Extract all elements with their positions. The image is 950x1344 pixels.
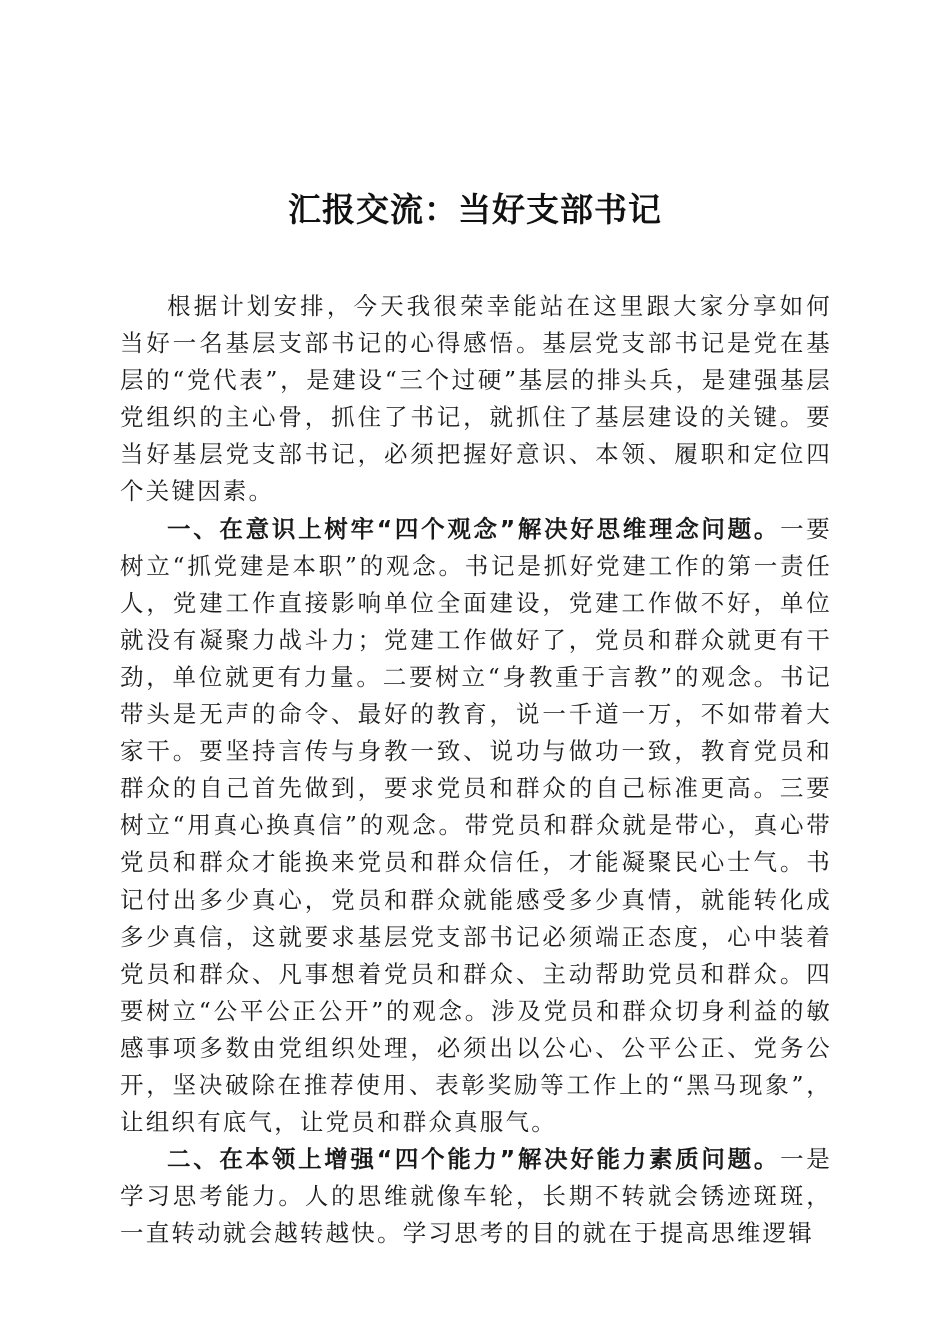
- section-heading: 一、在意识上树牢“四个观念”解决好思维理念问题。: [167, 514, 781, 543]
- document-body: [120, 288, 832, 1252]
- paragraph-intro: [120, 288, 832, 511]
- paragraph-section-1: [120, 511, 832, 1142]
- paragraph-section-2: [120, 1141, 832, 1252]
- document-title: 汇报交流：当好支部书记: [288, 190, 662, 229]
- paragraph-text: 一要树立“抓党建是本职”的观念。书记是抓好党建工作的第一责任人，党建工作直接影响单位全面建设，党建工作做不好，单位就没有凝聚力战斗力；党建工作做好了，党员和群众就更有干劲，单位就更有力量。二要树立“身教重于言教”的观念。书记带头是无声的命令、最好的教育，说一千道一万，不如带着大家干。要坚持言传与身教一致、说功与做功一致，教育党员和群众的自己首先做到，要求党员和群众的自己标准更高。三要树立“用真心换真信”的观念。带党员和群众就是带心，真心带党员和群众才能换来党员和群众信任，才能凝聚民心士气。书记付出多少真心，党员和群众就能感受多少真情，就能转化成多少真信，这就要求基层党支部书记必须端正态度，心中装着党员和群众、凡事想着党员和群众、主动帮助党员和群众。四要树立“公平公正公开”的观念。涉及党员和群众切身利益的敏感事项多数由党组织处理，必须出以公心、公平公正、党务公开，坚决破除在推荐使用、表彰奖励等工作上的“黑马现象”，让组织有底气，让党员和群众真服气。: [120, 514, 832, 1137]
- section-heading: 二、在本领上增强“四个能力”解决好能力素质问题。: [167, 1145, 781, 1174]
- paragraph-text: 根据计划安排，今天我很荣幸能站在这里跟大家分享如何当好一名基层支部书记的心得感悟。基层党支部书记是党在基层的“党代表”，是建设“三个过硬”基层的排头兵，是建强基层党组织的主心骨，抓住了书记，就抓住了基层建设的关键。要当好基层党支部书记，必须把握好意识、本领、履职和定位四个关键因素。: [120, 292, 832, 506]
- paragraph-text: 一是学习思考能力。人的思维就像车轮，长期不转就会锈迹斑斑，一直转动就会越转越快。学习思考的目的就在于提高思维逻辑: [120, 1145, 832, 1248]
